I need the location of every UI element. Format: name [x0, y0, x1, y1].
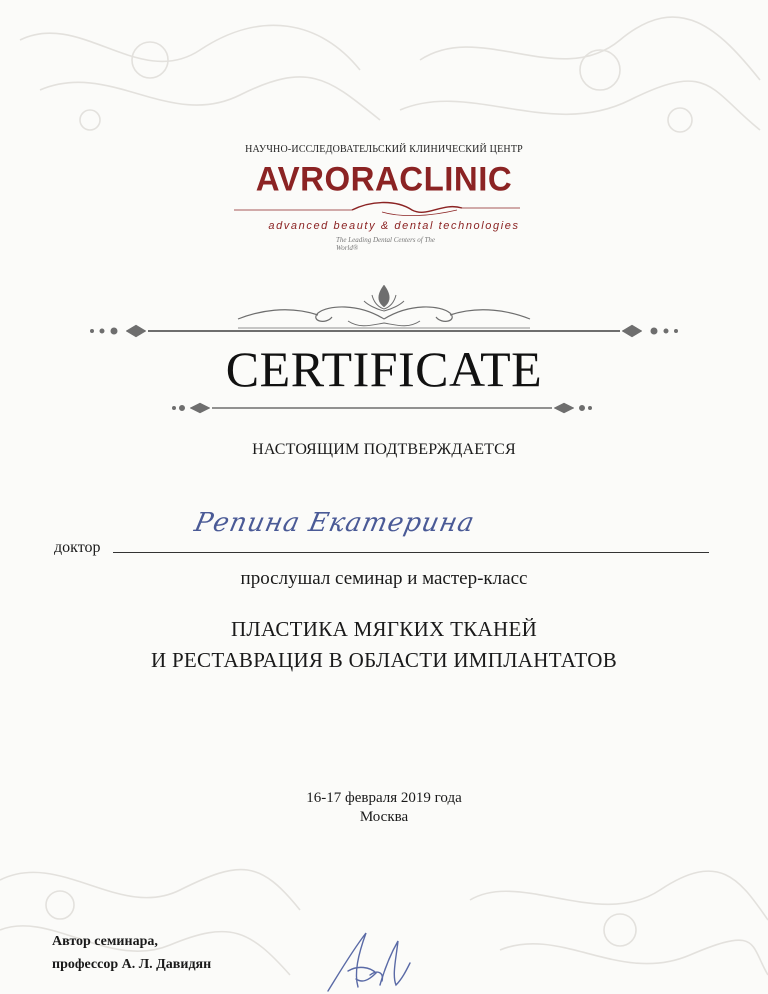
attended-text: прослушал семинар и мастер-класс — [240, 568, 528, 589]
organization-subtitle: НАУЧНО-ИССЛЕДОВАТЕЛЬСКИЙ КЛИНИЧЕСКИЙ ЦЕНТР — [245, 144, 523, 155]
bottom-divider-ornament — [172, 400, 592, 416]
confirmation-text: НАСТОЯЩИМ ПОДТВЕРЖДАЕТСЯ — [252, 441, 516, 458]
certificate-title: CERTIFICATE — [225, 341, 543, 397]
top-divider-ornament — [88, 275, 680, 345]
seminar-author — [52, 930, 211, 976]
author-signature — [318, 925, 418, 994]
doctor-name-underline — [113, 552, 709, 553]
course-title — [0, 614, 768, 676]
seminar-city: Москва — [359, 809, 409, 825]
brand-tagline: advanced beauty & dental technologies — [268, 220, 520, 232]
course-title-line-2: И РЕСТАВРАЦИЯ В ОБЛАСТИ ИМПЛАНТАТОВ — [150, 648, 618, 672]
doctor-label: доктор — [54, 539, 101, 556]
seminar-dates: 16-17 февраля 2019 года — [306, 790, 462, 806]
author-name: профессор А. Л. Давидян — [52, 957, 212, 972]
doctor-name-handwritten: Репина Екатерина — [191, 508, 478, 538]
network-label: The Leading Dental Centers of The World® — [336, 236, 435, 252]
logo-swash-ornament — [232, 198, 522, 220]
course-title-line-1: ПЛАСТИКА МЯГКИХ ТКАНЕЙ — [230, 617, 538, 641]
author-role: Автор семинара, — [52, 934, 158, 949]
brand-name: AVRORACLINIC — [255, 159, 513, 198]
